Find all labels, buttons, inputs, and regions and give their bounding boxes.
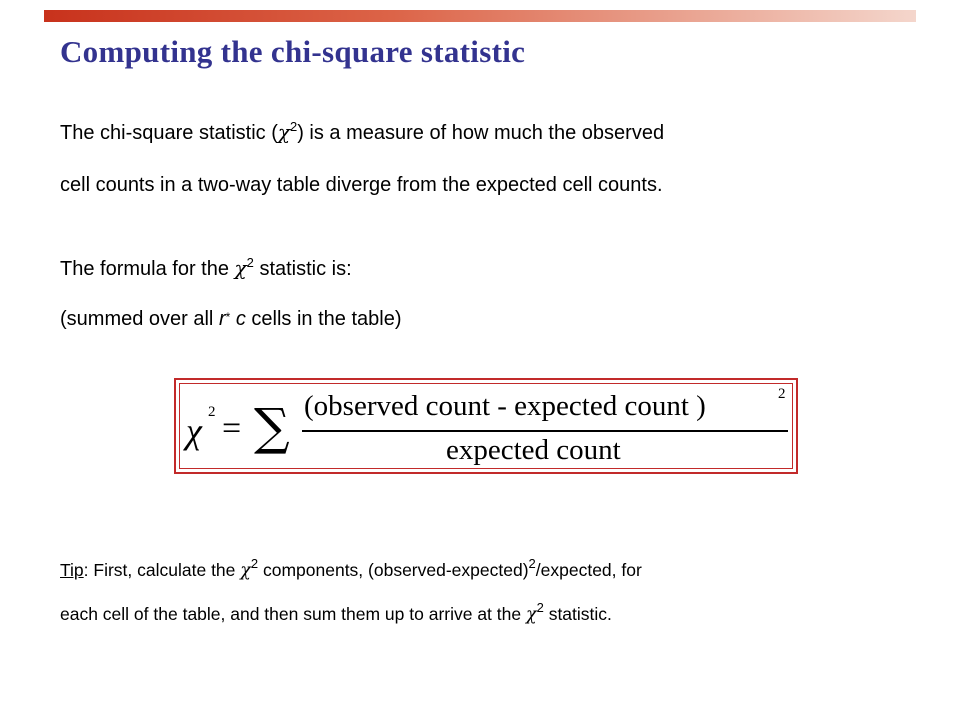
note-text: (summed over all: [60, 308, 219, 330]
formula-intro: [60, 256, 352, 281]
r-variable: r: [218, 308, 226, 330]
note-text: cells in the table): [245, 308, 402, 330]
denominator: expected count: [446, 434, 621, 466]
superscript: 2: [250, 556, 259, 571]
intro-text: statistic is:: [253, 258, 352, 280]
superscript: 2: [289, 119, 298, 134]
definition-text: ) is a measure of how much the observed: [297, 122, 665, 144]
summed-note: [60, 308, 401, 331]
superscript: 2: [246, 255, 254, 270]
intro-text: The formula for the: [60, 258, 235, 280]
tip-label: Tip: [60, 560, 84, 580]
sigma-icon: ∑: [254, 398, 290, 456]
equals-sign: =: [222, 410, 242, 447]
tip-text: components, (observed-expected): [258, 560, 529, 580]
accent-bar: [44, 10, 916, 22]
tip-text: statistic.: [543, 604, 612, 624]
superscript: 2: [528, 556, 536, 571]
tip-text: : First, calculate the: [83, 560, 241, 580]
definition-line-2: cell counts in a two-way table diverge from the expected cell counts.: [60, 174, 663, 196]
definition-line-1: [60, 120, 664, 145]
times-symbol: *: [225, 310, 231, 324]
slide-title: Computing the chi-square statistic: [60, 34, 526, 69]
chi-symbol: χ: [525, 605, 537, 625]
numerator: (observed count - expected count ): [304, 390, 706, 422]
tip-text: /expected, for: [535, 560, 642, 580]
fraction-bar: [302, 430, 788, 432]
chi-symbol: χ: [186, 411, 202, 451]
superscript: 2: [536, 600, 544, 615]
c-variable: c: [235, 308, 246, 330]
definition-text: The chi-square statistic (: [60, 122, 278, 144]
formula-box: [174, 378, 798, 474]
chi-symbol: χ: [240, 561, 251, 581]
exponent: 2: [208, 404, 216, 420]
numerator-exponent: 2: [778, 386, 786, 402]
tip-line-1: [60, 556, 642, 581]
tip-text: each cell of the table, and then sum them up to arrive at the: [60, 604, 526, 624]
chi-symbol: χ: [234, 256, 247, 280]
tip-line-2: [60, 600, 612, 625]
chi-symbol: χ: [277, 120, 290, 144]
